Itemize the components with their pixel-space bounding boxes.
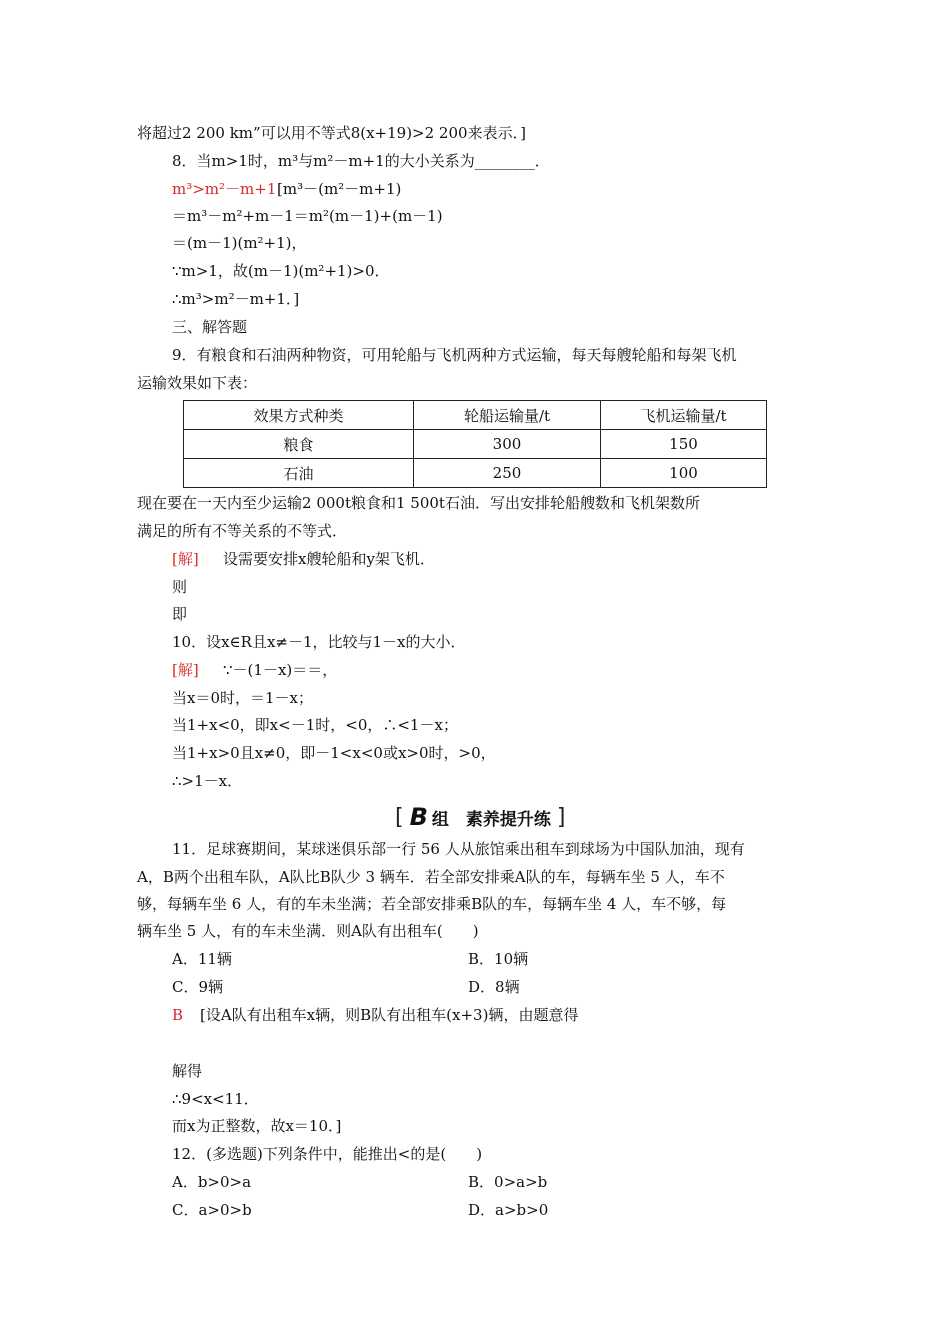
- answer-11: B: [172, 1006, 184, 1024]
- solution-line: 而x为正整数，故x＝10．]: [172, 1117, 342, 1135]
- solution-line: ∴m³>m²－m+1．]: [172, 290, 300, 308]
- option-c: C．9辆: [172, 978, 224, 996]
- question-8: 8．当m>1时，m³与m²－m+1的大小关系为________．: [172, 152, 550, 170]
- section-banner: [395, 804, 565, 830]
- option-d: D．8辆: [468, 978, 520, 996]
- table-header-cell: 飞机运输量/t: [601, 401, 767, 430]
- solution-line: ＝m³－m²+m－1＝m²(m－1)+(m－1): [172, 207, 443, 225]
- solution-label: [解]: [172, 661, 199, 679]
- solution-line: 当1+x>0且x≠0，即－1<x<0或x>0时，>0，: [172, 744, 496, 762]
- banner-bracket-right: ]: [556, 804, 566, 830]
- option-b: B．10辆: [468, 950, 529, 968]
- table-cell: 300: [414, 430, 601, 459]
- option-d: D．a>b>0: [468, 1201, 549, 1219]
- option-c: C．a>0>b: [172, 1201, 252, 1219]
- transport-table: [183, 400, 767, 488]
- solution-label: [解]: [172, 550, 199, 568]
- question-11-cont: A，B两个出租车队，A队比B队少 3 辆车．若全部安排乘A队的车，每辆车坐 5 人，车不: [137, 868, 725, 886]
- question-9: 9．有粮食和石油两种物资，可用轮船与飞机两种方式运输，每天每艘轮船和每架飞机: [172, 346, 737, 364]
- solution-line: ∴>1－x．: [172, 772, 243, 790]
- question-9-cont: 现在要在一天内至少运输2 000t粮食和1 500t石油．写出安排轮船艘数和飞机架数所: [137, 494, 700, 512]
- table-cell: 粮食: [184, 430, 414, 459]
- table-header-cell: 效果方式种类: [184, 401, 414, 430]
- solution-line: [设A队有出租车x辆，则B队有出租车(x+3)辆，由题意得: [200, 1006, 579, 1024]
- table-cell: 100: [601, 459, 767, 488]
- solution-line: 解得: [172, 1062, 203, 1080]
- option-a: A．b>0>a: [172, 1173, 252, 1191]
- solution-line: ∵－(1－x)＝＝，: [223, 661, 338, 679]
- question-11: 11．足球赛期间，某球迷俱乐部一行 56 人从旅馆乘出租车到球场为中国队加油，现有: [172, 840, 745, 858]
- table-cell: 石油: [184, 459, 414, 488]
- question-9-cont: 满足的所有不等关系的不等式．: [137, 522, 348, 540]
- banner-title: 组 素养提升练: [431, 809, 551, 830]
- question-10: 10．设x∈R且x≠－1，比较与1－x的大小．: [172, 633, 466, 651]
- banner-bracket-left: [: [395, 804, 404, 830]
- text-line: 将超过2 200 km”可以用不等式8(x+19)>2 200来表示．]: [137, 124, 526, 142]
- question-12: 12．(多选题)下列条件中，能推出<的是( ): [172, 1145, 483, 1163]
- question-11-cont: 够，每辆车坐 6 人，有的车未坐满；若全部安排乘B队的车，每辆车坐 4 人，车不够，每: [137, 895, 727, 913]
- solution-line: 当x＝0时，＝1－x；: [172, 689, 314, 707]
- question-11-cont: 辆车坐 5 人，有的车未坐满．则A队有出租车( ): [137, 922, 479, 940]
- solution-line: 设需要安排x艘轮船和y架飞机．: [223, 550, 435, 568]
- solution-line: ＝(m－1)(m²+1)，: [172, 234, 307, 252]
- section-heading: 三、解答题: [172, 318, 248, 336]
- table-row: [184, 430, 767, 459]
- answer-8: m³>m²－m+1: [172, 180, 277, 198]
- question-9-cont: 运输效果如下表：: [137, 374, 258, 392]
- table-header-row: [184, 401, 767, 430]
- solution-line: 当1+x<0，即x<－1时，<0，∴<1－x；: [172, 716, 458, 734]
- table-header-cell: 轮船运输量/t: [414, 401, 601, 430]
- table-cell: 150: [601, 430, 767, 459]
- solution-line: [m³－(m²－m+1): [277, 180, 402, 198]
- option-a: A．11辆: [172, 950, 232, 968]
- table-row: [184, 459, 767, 488]
- option-b: B．0>a>b: [468, 1173, 548, 1191]
- solution-line: ∴9<x<11．: [172, 1090, 259, 1108]
- b-group-logo: B: [409, 803, 428, 831]
- solution-line: 则: [172, 578, 188, 596]
- solution-line: ∵m>1，故(m－1)(m²+1)>0．: [172, 262, 390, 280]
- solution-line: 即: [172, 605, 188, 623]
- table-cell: 250: [414, 459, 601, 488]
